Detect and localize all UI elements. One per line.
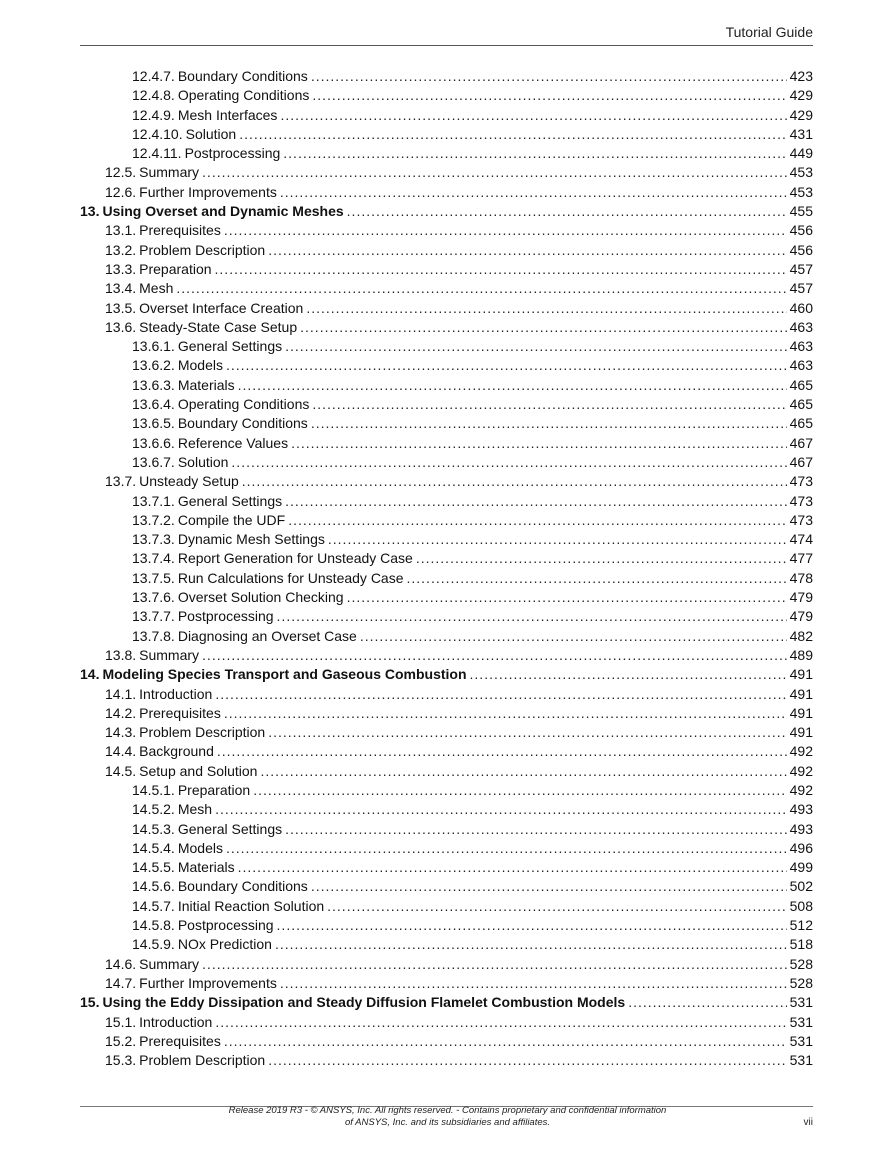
toc-entry-number: 13.6. <box>105 318 137 335</box>
toc-entry-page: 508 <box>789 897 813 914</box>
toc-entry-number: 13.6.3. <box>132 376 175 393</box>
toc-entry-number: 13.6.2. <box>132 357 175 374</box>
toc-entry-page: 531 <box>789 1013 813 1030</box>
toc-entry-page: 491 <box>789 704 813 721</box>
toc-entry-number: 12.4.7. <box>132 68 175 84</box>
toc-entry-title: Using the Eddy Dissipation and Steady Diffusion Flamelet Combustion Models <box>102 994 626 1011</box>
toc-dot-leader <box>238 376 787 395</box>
toc-entry-number: 12.4.8. <box>132 87 175 104</box>
toc-entry-page: 482 <box>789 627 813 644</box>
toc-entry-number: 13.7.2. <box>132 511 175 528</box>
toc-entry[interactable] <box>80 260 813 279</box>
toc-entry[interactable] <box>80 762 813 781</box>
toc-entry-number: 14.6. <box>105 955 137 972</box>
toc-dot-leader <box>226 356 787 375</box>
toc-entry-number: 12.5. <box>105 164 137 181</box>
toc-dot-leader <box>268 723 786 742</box>
toc-entry-title: Background <box>139 743 214 760</box>
toc-entry[interactable] <box>80 955 813 974</box>
toc-entry[interactable] <box>80 86 813 105</box>
toc-entry-number: 13.2. <box>105 241 137 258</box>
toc-entry-number: 13.7.4. <box>132 550 175 567</box>
toc-dot-leader <box>285 492 787 511</box>
toc-dot-leader <box>280 974 787 993</box>
toc-entry[interactable] <box>80 492 813 511</box>
toc-entry-title: Boundary Conditions <box>177 415 308 432</box>
toc-entry[interactable] <box>80 974 813 993</box>
toc-entry-page: 478 <box>789 569 813 586</box>
toc-entry-title: Problem Description <box>139 1052 266 1069</box>
toc-entry-page: 453 <box>789 183 813 200</box>
toc-dot-leader <box>215 800 787 819</box>
toc-dot-leader <box>328 530 787 549</box>
toc-entry-number: 13.6.6. <box>132 434 175 451</box>
toc-dot-leader <box>242 472 787 491</box>
toc-entry-title: Mesh <box>177 801 213 818</box>
toc-entry-page: 431 <box>789 125 813 142</box>
toc-dot-leader <box>238 858 787 877</box>
toc-dot-leader <box>224 704 787 723</box>
toc-dot-leader <box>202 646 787 665</box>
footer-copyright-line-2: of ANSYS, Inc. and its subsidiaries and affiliates. <box>344 1117 551 1128</box>
toc-dot-leader <box>311 877 787 896</box>
toc-entry[interactable] <box>80 221 813 240</box>
toc-entry-number: 13. <box>80 203 100 220</box>
toc-entry-number: 14.2. <box>105 704 137 721</box>
toc-entry[interactable] <box>80 106 813 125</box>
toc-entry-title: Setup and Solution <box>139 762 258 779</box>
toc-entry-title: Postprocessing <box>184 145 281 162</box>
toc-entry-title: Summary <box>139 646 200 663</box>
toc-entry[interactable] <box>80 723 813 742</box>
toc-entry-title: Reference Values <box>177 434 289 451</box>
toc-entry-title: Postprocessing <box>177 608 274 625</box>
toc-entry-number: 14.5.8. <box>132 917 175 934</box>
toc-entry[interactable] <box>80 202 813 221</box>
toc-entry[interactable] <box>80 376 813 395</box>
toc-entry-title: Models <box>177 839 223 856</box>
toc-entry-page: 512 <box>789 917 813 934</box>
toc-entry-title: Diagnosing an Overset Case <box>177 627 357 644</box>
toc-entry-number: 14.7. <box>105 974 137 991</box>
toc-entry-title: Prerequisites <box>139 222 221 239</box>
toc-dot-leader <box>215 1013 786 1032</box>
toc-entry-page: 531 <box>789 994 813 1011</box>
toc-entry-page: 463 <box>789 318 813 335</box>
toc-dot-leader <box>285 337 787 356</box>
toc-entry-title: Solution <box>177 453 229 470</box>
toc-entry-title: Summary <box>139 164 200 181</box>
toc-dot-leader <box>416 549 787 568</box>
toc-dot-leader <box>311 67 787 86</box>
toc-entry-title: Compile the UDF <box>177 511 286 528</box>
toc-entry-title: Preparation <box>139 260 212 277</box>
toc-entry-title: Prerequisites <box>139 704 221 721</box>
toc-entry-number: 12.6. <box>105 183 137 200</box>
toc-entry-page: 477 <box>789 550 813 567</box>
toc-entry[interactable] <box>80 163 813 182</box>
toc-entry[interactable] <box>80 781 813 800</box>
toc-entry-title: General Settings <box>177 492 283 509</box>
toc-entry-page: 457 <box>789 280 813 297</box>
toc-entry-number: 14.1. <box>105 685 137 702</box>
toc-entry-title: Operating Conditions <box>177 396 310 413</box>
toc-entry-title: Run Calculations for Unsteady Case <box>177 569 404 586</box>
toc-entry[interactable] <box>80 839 813 858</box>
toc-entry-title: General Settings <box>177 820 283 837</box>
toc-entry-title: Using Overset and Dynamic Meshes <box>102 203 344 220</box>
toc-entry-number: 12.4.10. <box>132 125 183 142</box>
toc-dot-leader <box>277 916 787 935</box>
toc-entry-page: 518 <box>789 936 813 953</box>
toc-dot-leader <box>300 318 787 337</box>
toc-entry[interactable] <box>80 646 813 665</box>
toc-entry[interactable] <box>80 337 813 356</box>
toc-entry[interactable] <box>80 511 813 530</box>
toc-entry-number: 15.2. <box>105 1032 137 1049</box>
toc-entry-page: 528 <box>789 955 813 972</box>
toc-dot-leader <box>306 299 786 318</box>
toc-entry-number: 14.5. <box>105 762 137 779</box>
toc-dot-leader <box>224 1032 787 1051</box>
toc-entry-title: Introduction <box>139 685 213 702</box>
toc-dot-leader <box>268 1051 786 1070</box>
toc-entry-number: 13.6.1. <box>132 338 175 355</box>
toc-dot-leader <box>253 781 786 800</box>
toc-entry-page: 493 <box>789 820 813 837</box>
toc-entry-page: 491 <box>789 685 813 702</box>
toc-entry[interactable] <box>80 800 813 819</box>
toc-entry-page: 423 <box>789 68 813 84</box>
toc-dot-leader <box>312 395 786 414</box>
toc-entry[interactable] <box>80 685 813 704</box>
toc-entry-title: Overset Solution Checking <box>177 589 344 606</box>
toc-dot-leader <box>628 993 786 1012</box>
toc-entry-page: 456 <box>789 241 813 258</box>
toc-entry-page: 479 <box>789 589 813 606</box>
toc-entry-number: 12.4.9. <box>132 106 175 123</box>
toc-entry-page: 473 <box>789 473 813 490</box>
toc-entry-title: Dynamic Mesh Settings <box>177 531 325 548</box>
toc-entry-page: 465 <box>789 376 813 393</box>
toc-entry-number: 14.5.7. <box>132 897 175 914</box>
toc-dot-leader <box>226 839 787 858</box>
toc-entry[interactable] <box>80 820 813 839</box>
toc-entry-number: 15.1. <box>105 1013 137 1030</box>
toc-dot-leader <box>291 434 787 453</box>
toc-entry-page: 456 <box>789 222 813 239</box>
toc-dot-leader <box>360 627 787 646</box>
toc-dot-leader <box>239 125 786 144</box>
toc-entry-number: 13.7.8. <box>132 627 175 644</box>
toc-entry-title: Materials <box>177 859 235 876</box>
toc-entry-page: 429 <box>789 87 813 104</box>
toc-dot-leader <box>277 607 787 626</box>
toc-entry-number: 13.7. <box>105 473 137 490</box>
toc-entry[interactable] <box>80 1013 813 1032</box>
toc-entry-title: Models <box>177 357 223 374</box>
toc-entry-title: Prerequisites <box>139 1032 221 1049</box>
toc-entry-page: 531 <box>789 1052 813 1069</box>
toc-entry[interactable] <box>80 279 813 298</box>
table-of-contents <box>80 67 813 1070</box>
toc-entry[interactable] <box>80 472 813 491</box>
toc-entry[interactable] <box>80 742 813 761</box>
toc-entry-number: 13.7.6. <box>132 589 175 606</box>
toc-entry-number: 13.6.5. <box>132 415 175 432</box>
toc-entry-number: 14.5.4. <box>132 839 175 856</box>
toc-entry-number: 14.4. <box>105 743 137 760</box>
toc-entry[interactable] <box>80 356 813 375</box>
toc-entry-title: Overset Interface Creation <box>139 299 304 316</box>
toc-entry[interactable] <box>80 1032 813 1051</box>
toc-entry[interactable] <box>80 453 813 472</box>
toc-entry-title: Further Improvements <box>139 974 277 991</box>
toc-entry-title: Further Improvements <box>139 183 277 200</box>
toc-entry-title: Unsteady Setup <box>139 473 239 490</box>
toc-entry-number: 13.3. <box>105 260 137 277</box>
toc-entry-page: 492 <box>789 762 813 779</box>
toc-entry-title: NOx Prediction <box>177 936 272 953</box>
toc-entry-page: 531 <box>789 1032 813 1049</box>
toc-entry-page: 489 <box>789 646 813 663</box>
toc-entry-page: 502 <box>789 878 813 895</box>
toc-dot-leader <box>311 414 787 433</box>
toc-entry-number: 13.6.4. <box>132 396 175 413</box>
footer-copyright <box>150 1105 745 1129</box>
toc-dot-leader <box>202 955 787 974</box>
toc-entry-page: 493 <box>789 801 813 818</box>
toc-dot-leader <box>347 202 787 221</box>
toc-entry-page: 479 <box>789 608 813 625</box>
toc-entry[interactable] <box>80 414 813 433</box>
toc-entry[interactable] <box>80 607 813 626</box>
running-header-title: Tutorial Guide <box>725 24 813 40</box>
toc-entry-page: 528 <box>789 974 813 991</box>
toc-dot-leader <box>260 762 786 781</box>
toc-entry-title: Solution <box>185 125 237 142</box>
toc-entry-page: 460 <box>789 299 813 316</box>
toc-entry-number: 14.5.2. <box>132 801 175 818</box>
toc-entry-number: 13.7.5. <box>132 569 175 586</box>
toc-entry[interactable] <box>80 67 813 86</box>
toc-entry-number: 14.3. <box>105 724 137 741</box>
toc-entry-page: 473 <box>789 511 813 528</box>
toc-dot-leader <box>283 144 786 163</box>
toc-entry[interactable] <box>80 434 813 453</box>
toc-entry[interactable] <box>80 183 813 202</box>
toc-entry-title: Operating Conditions <box>177 87 310 104</box>
toc-entry-page: 492 <box>789 781 813 798</box>
toc-entry-title: Materials <box>177 376 235 393</box>
toc-entry-number: 13.8. <box>105 646 137 663</box>
toc-entry[interactable] <box>80 569 813 588</box>
toc-entry[interactable] <box>80 627 813 646</box>
toc-entry-title: Steady-State Case Setup <box>139 318 298 335</box>
toc-entry[interactable] <box>80 897 813 916</box>
toc-entry-page: 467 <box>789 453 813 470</box>
toc-entry-title: Postprocessing <box>177 917 274 934</box>
toc-entry-page: 496 <box>789 839 813 856</box>
toc-entry-title: Boundary Conditions <box>177 68 308 84</box>
toc-entry-page: 499 <box>789 859 813 876</box>
toc-entry-page: 491 <box>789 666 813 683</box>
toc-entry[interactable] <box>80 916 813 935</box>
toc-entry[interactable] <box>80 935 813 954</box>
footer-copyright-line-1: Release 2019 R3 - © ANSYS, Inc. All rights reserved. - Contains proprietary and confidential information <box>228 1105 667 1116</box>
toc-entry[interactable] <box>80 395 813 414</box>
toc-entry[interactable] <box>80 1051 813 1070</box>
toc-entry-number: 13.7.7. <box>132 608 175 625</box>
toc-entry-title: Modeling Species Transport and Gaseous Combustion <box>102 666 467 683</box>
toc-dot-leader <box>176 279 786 298</box>
toc-entry[interactable] <box>80 665 813 684</box>
toc-entry-number: 15. <box>80 994 100 1011</box>
toc-dot-leader <box>327 897 787 916</box>
toc-entry-page: 492 <box>789 743 813 760</box>
toc-entry-number: 14.5.5. <box>132 859 175 876</box>
toc-entry-number: 14.5.9. <box>132 936 175 953</box>
toc-entry-number: 13.6.7. <box>132 453 175 470</box>
toc-entry-number: 14.5.6. <box>132 878 175 895</box>
toc-entry-page: 449 <box>789 145 813 162</box>
toc-entry-title: Introduction <box>139 1013 213 1030</box>
toc-dot-leader <box>202 163 787 182</box>
toc-dot-leader <box>268 241 786 260</box>
toc-entry[interactable] <box>80 549 813 568</box>
toc-entry-number: 13.7.1. <box>132 492 175 509</box>
toc-entry-page: 463 <box>789 357 813 374</box>
toc-entry-page: 457 <box>789 260 813 277</box>
toc-dot-leader <box>470 665 787 684</box>
toc-entry[interactable] <box>80 299 813 318</box>
toc-entry[interactable] <box>80 241 813 260</box>
toc-entry[interactable] <box>80 858 813 877</box>
toc-entry-title: Report Generation for Unsteady Case <box>177 550 413 567</box>
toc-entry[interactable] <box>80 704 813 723</box>
toc-entry-page: 429 <box>789 106 813 123</box>
toc-entry[interactable] <box>80 125 813 144</box>
toc-entry-number: 14.5.3. <box>132 820 175 837</box>
toc-dot-leader <box>275 935 787 954</box>
toc-entry[interactable] <box>80 318 813 337</box>
toc-entry-title: Mesh <box>139 280 174 297</box>
toc-entry-title: Mesh Interfaces <box>177 106 278 123</box>
toc-entry-number: 13.4. <box>105 280 137 297</box>
toc-entry-title: Problem Description <box>139 724 266 741</box>
toc-entry-number: 12.4.11. <box>132 145 182 162</box>
toc-entry[interactable] <box>80 588 813 607</box>
toc-entry[interactable] <box>80 144 813 163</box>
toc-entry-number: 13.5. <box>105 299 137 316</box>
toc-entry[interactable] <box>80 530 813 549</box>
toc-entry-title: Boundary Conditions <box>177 878 308 895</box>
toc-entry-page: 465 <box>789 415 813 432</box>
toc-entry-page: 455 <box>789 203 813 220</box>
toc-entry-page: 467 <box>789 434 813 451</box>
toc-dot-leader <box>285 820 787 839</box>
toc-dot-leader <box>224 221 787 240</box>
toc-entry-page: 474 <box>789 531 813 548</box>
toc-entry-page: 465 <box>789 396 813 413</box>
page-number: vii <box>803 1117 813 1128</box>
toc-entry-title: Preparation <box>177 781 251 798</box>
toc-dot-leader <box>280 183 787 202</box>
toc-dot-leader <box>312 86 786 105</box>
toc-entry-title: Problem Description <box>139 241 266 258</box>
toc-entry[interactable] <box>80 993 813 1012</box>
toc-dot-leader <box>215 260 787 279</box>
toc-dot-leader <box>407 569 787 588</box>
toc-entry-title: General Settings <box>177 338 283 355</box>
toc-entry-number: 14.5.1. <box>132 781 175 798</box>
toc-entry-number: 13.7.3. <box>132 531 175 548</box>
toc-entry[interactable] <box>80 877 813 896</box>
toc-dot-leader <box>288 511 786 530</box>
toc-entry-page: 463 <box>789 338 813 355</box>
toc-dot-leader <box>215 685 786 704</box>
toc-entry-page: 453 <box>789 164 813 181</box>
toc-dot-leader <box>217 742 787 761</box>
toc-entry-number: 13.1. <box>105 222 137 239</box>
toc-dot-leader <box>231 453 786 472</box>
toc-entry-title: Summary <box>139 955 200 972</box>
toc-dot-leader <box>347 588 787 607</box>
toc-entry-page: 491 <box>789 724 813 741</box>
toc-entry-number: 15.3. <box>105 1052 137 1069</box>
toc-entry-number: 14. <box>80 666 100 683</box>
toc-entry-page: 473 <box>789 492 813 509</box>
toc-entry-title: Initial Reaction Solution <box>177 897 325 914</box>
toc-dot-leader <box>280 106 786 125</box>
header-divider <box>80 45 813 46</box>
